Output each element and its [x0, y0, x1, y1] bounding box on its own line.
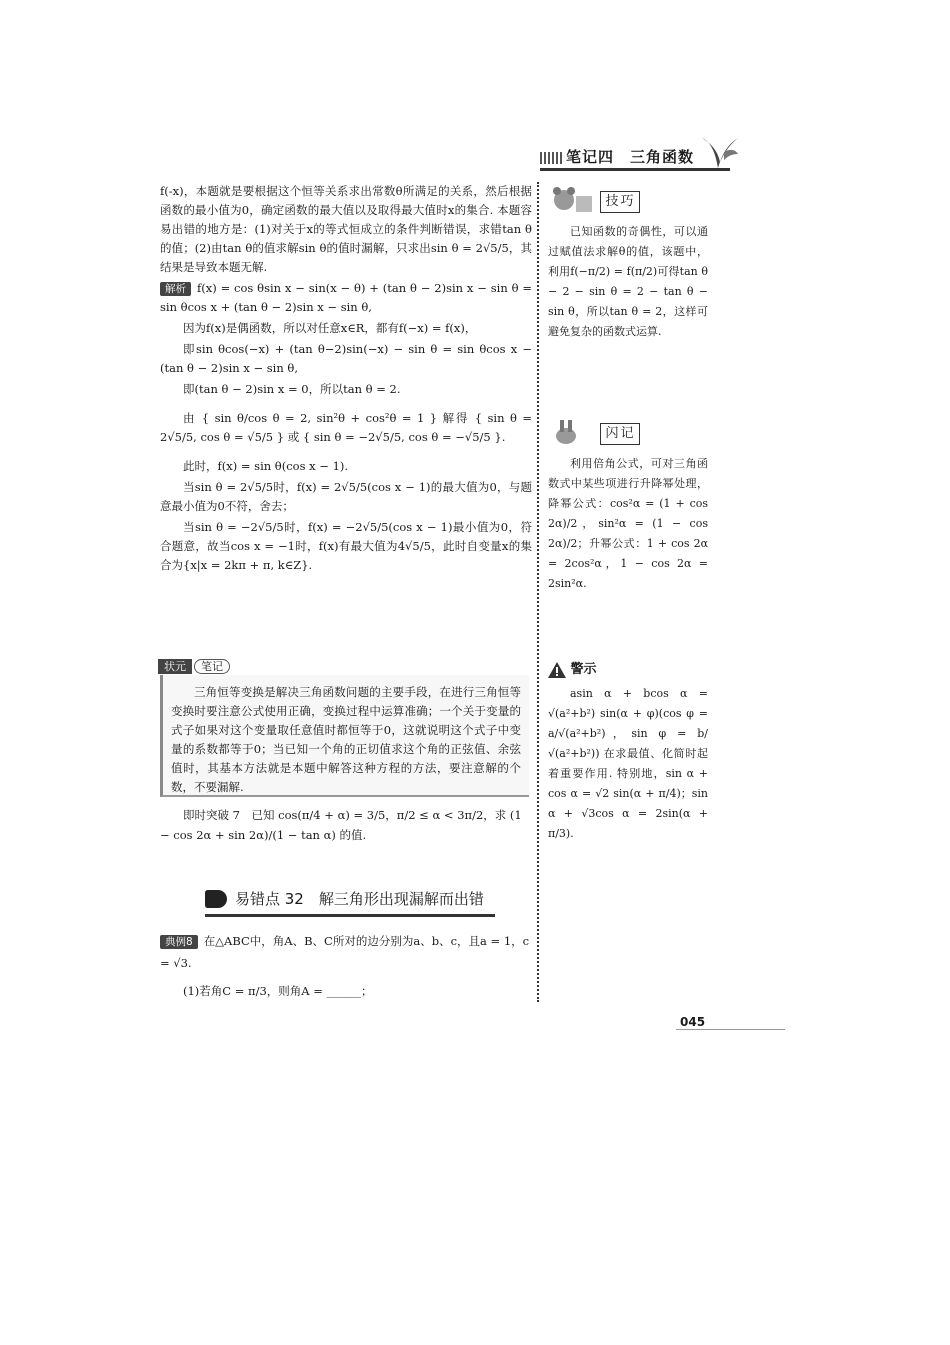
note-text: 三角恒等变换是解决三角函数问题的主要手段，在进行三角恒等变换时要注意公式使用正确，变换过程中运算准确；一个关于变量的式子如果对这个变量取任意值时都恒等于0，这就说明这个式子中变量的系数都等于0；当已知一个角的正切值求这个角的正弦值、余弦值时，其基本方法就是本题中解答这种方程的方法，要注意解的个数，不要漏解. — [171, 685, 521, 794]
note-tag-b: 笔记 — [194, 659, 230, 674]
analysis-system-equations: 由 { sin θ/cos θ = 2, sin²θ + cos²θ = 1 } 解得 { sin θ = 2√5/5, cos θ = √5/5 } 或 { sin θ = −2√5/5, cos θ = −√5/5 }. — [160, 411, 532, 444]
chapter-title: 笔记四 三角函数 — [566, 148, 695, 166]
section-title — [205, 886, 495, 917]
header-stripe-decoration — [540, 152, 562, 164]
error-point-icon — [205, 890, 227, 908]
warning-title: 警示 — [570, 662, 597, 677]
note-label — [158, 658, 230, 674]
bear-mascot-icon — [548, 186, 596, 216]
warning-block — [548, 660, 708, 844]
analysis-tag: 解析 — [160, 282, 191, 296]
exercise-block — [160, 805, 532, 845]
intro-paragraph: f(-x)，本题就是要根据这个恒等关系求出常数θ所满足的关系，然后根据函数的最小值为0，确定函数的最大值以及取得最大值时x的集合. 本题容易出错的地方是：(1)对关于x的等式恒成立的条件判断错误，求错tan θ的值；(2)由tan θ的值求解sin θ的值时漏解，只求出sin θ = 2√5/5，其结果是导致本题无解. — [160, 184, 532, 274]
warning-text: asin α + bcos α = √(a²+b²) sin(α + φ)(cos φ = a/√(a²+b²)，sin φ = b/√(a²+b²)) 在求最值、化简时起着重要作用. 特别地，sin α + cos α = √2 sin(α + π/4)；sin α + √3cos α = 2sin(α + π/3). — [548, 687, 708, 840]
example-block — [160, 930, 532, 1002]
flash-title: 闪记 — [600, 423, 640, 445]
main-column — [160, 182, 532, 577]
analysis-line-3: 即sin θcos(−x) + (tan θ−2)sin(−x) − sin θ = sin θcos x − (tan θ − 2)sin x − sin θ, — [160, 342, 532, 375]
note-tag-a: 状元 — [158, 659, 192, 674]
note-box — [160, 675, 529, 797]
flash-text: 利用倍角公式，可对三角函数式中某些项进行升降幂处理，降幂公式：cos²α = (1 + cos 2α)/2，sin²α = (1 − cos 2α)/2；升幂公式：1 + cos 2α = 2cos²α，1 − cos 2α = 2sin²α. — [548, 457, 708, 590]
analysis-line-6: 此时，f(x) = sin θ(cos x − 1). — [183, 459, 349, 473]
example-tag: 典例8 — [160, 935, 198, 949]
analysis-line-8: 当sin θ = −2√5/5时，f(x) = −2√5/5(cos x − 1)最小值为0，符合题意，故当cos x = −1时，f(x)有最大值为4√5/5，此时自变量x的集合为{x|x = 2kπ + π, k∈Z}. — [160, 520, 532, 572]
section-title-text: 易错点 32 解三角形出现漏解而出错 — [235, 890, 484, 908]
warning-icon — [548, 662, 566, 678]
flash-block — [548, 418, 708, 594]
tip-block — [548, 186, 708, 342]
exercise-text: 即时突破 7 已知 cos(π/4 + α) = 3/5，π/2 ≤ α < 3π/2，求 (1 − cos 2α + sin 2α)/(1 − tan α) 的值. — [160, 808, 522, 842]
rabbit-mascot-icon — [548, 418, 596, 448]
tip-header — [548, 186, 708, 216]
tip-title: 技巧 — [600, 191, 640, 213]
analysis-line-7: 当sin θ = 2√5/5时，f(x) = 2√5/5(cos x − 1)的最大值为0，与题意最小值为0不符，舍去； — [160, 480, 532, 513]
question-1: (1)若角C = π/3，则角A = ______； — [183, 984, 373, 998]
tip-text: 已知函数的奇偶性，可以通过赋值法求解θ的值，该题中，利用f(−π/2) = f(π/2)可得tan θ − 2 − sin θ = 2 − tan θ − sin θ，所以tan θ = 2，这样可避免复杂的函数式运算. — [548, 225, 708, 338]
analysis-line-1 — [160, 279, 532, 317]
leaf-logo-icon — [698, 132, 740, 172]
page-number: 045 — [676, 1015, 785, 1030]
flash-header — [548, 418, 708, 448]
analysis-line-2: 因为f(x)是偶函数，所以对任意x∈R，都有f(−x) = f(x)， — [183, 321, 477, 335]
analysis-line-4: 即(tan θ − 2)sin x = 0，所以tan θ = 2. — [183, 382, 401, 396]
warning-header — [548, 660, 708, 680]
column-divider — [537, 182, 539, 1002]
example-text: 在△ABC中，角A、B、C所对的边分别为a、b、c，且a = 1，c = √3. — [160, 934, 530, 970]
analysis-text-1: f(x) = cos θsin x − sin(x − θ) + (tan θ − 2)sin x − sin θ = sin θcos x + (tan θ − 2)sin x − sin θ, — [160, 281, 532, 314]
